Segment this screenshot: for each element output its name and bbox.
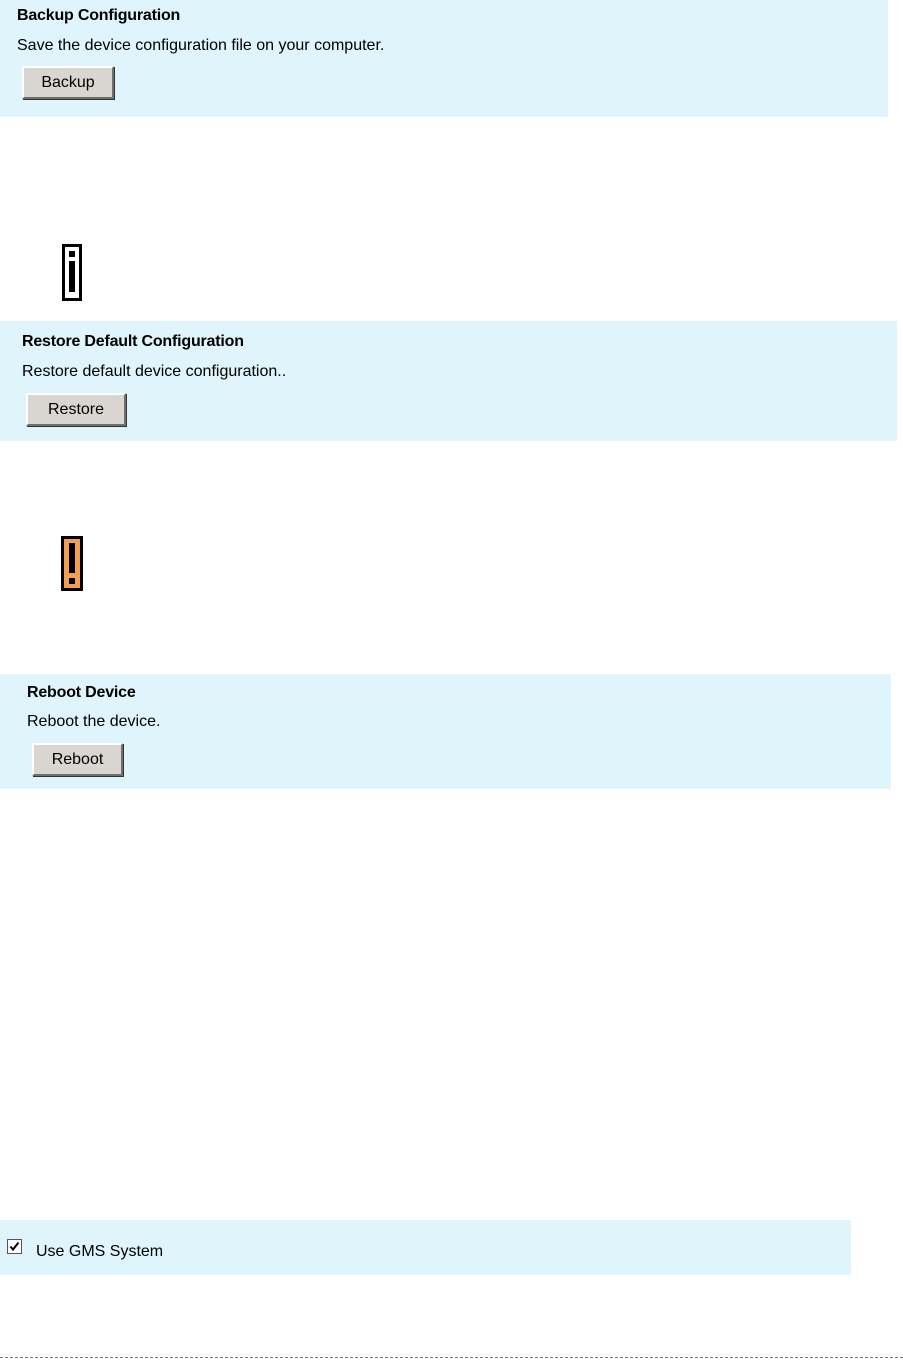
- backup-configuration-panel: [0, 0, 888, 117]
- info-icon: [62, 244, 82, 301]
- page-bottom-divider: [0, 1357, 903, 1358]
- backup-panel-title: Backup Configuration: [17, 7, 181, 24]
- reboot-button[interactable]: Reboot: [32, 743, 123, 776]
- reboot-device-panel: [0, 674, 891, 789]
- gms-system-panel: [0, 1220, 851, 1275]
- warning-icon: [61, 536, 83, 591]
- restore-panel-description: Restore default device configuration..: [22, 363, 287, 380]
- restore-default-configuration-panel: [0, 321, 897, 441]
- restore-panel-title: Restore Default Configuration: [22, 333, 244, 350]
- reboot-panel-title: Reboot Device: [27, 684, 136, 701]
- backup-button[interactable]: Backup: [22, 66, 114, 99]
- restore-button[interactable]: Restore: [26, 393, 126, 426]
- use-gms-label: Use GMS System: [36, 1243, 164, 1260]
- use-gms-checkbox[interactable]: [7, 1239, 22, 1254]
- reboot-panel-description: Reboot the device.: [27, 713, 161, 730]
- backup-panel-description: Save the device configuration file on your computer.: [17, 37, 385, 54]
